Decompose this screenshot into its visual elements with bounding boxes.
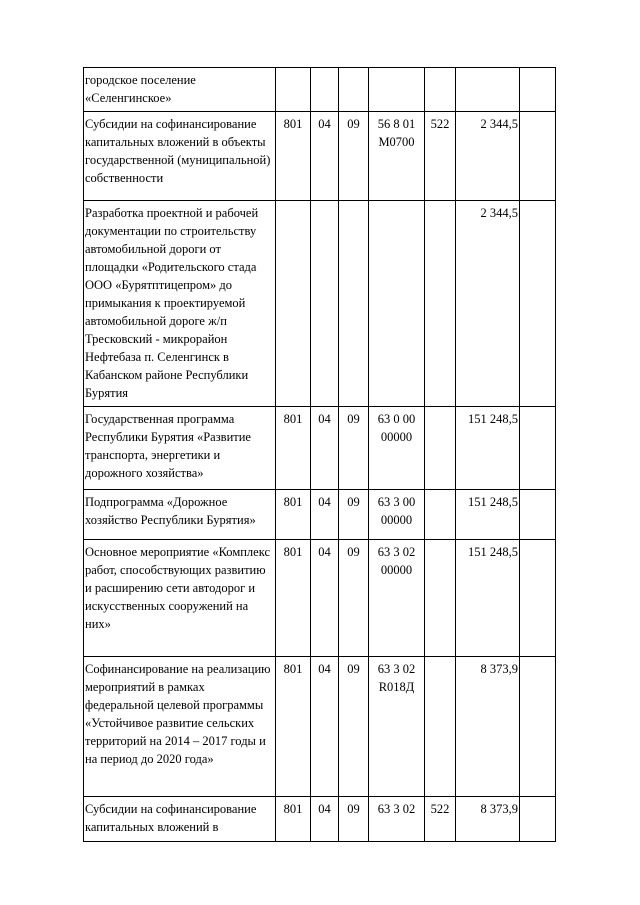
subsection-code — [339, 201, 369, 407]
ministry-code — [276, 201, 311, 407]
ministry-code: 801 — [276, 797, 311, 842]
extra-cell — [520, 407, 556, 490]
subsection-code: 09 — [339, 112, 369, 201]
target-article-code — [369, 201, 425, 407]
target-article-code: 63 3 02 00000 — [369, 540, 425, 657]
expense-type-code — [425, 490, 456, 540]
ministry-code: 801 — [276, 112, 311, 201]
amount: 151 248,5 — [456, 490, 520, 540]
row-name: городское поселение «Селенгинское» — [84, 68, 276, 112]
subsection-code: 09 — [339, 540, 369, 657]
subsection-code: 09 — [339, 797, 369, 842]
section-code: 04 — [311, 407, 339, 490]
expense-type-code — [425, 68, 456, 112]
table-row — [84, 657, 556, 797]
extra-cell — [520, 797, 556, 842]
expense-type-code — [425, 201, 456, 407]
row-name: Софинансирование на реализацию мероприятий в рамках федеральной целевой программы «Устойчивое развитие сельских территорий на 2014 – 2017 годы и на период до 2020 года» — [84, 657, 276, 797]
section-code — [311, 68, 339, 112]
extra-cell — [520, 490, 556, 540]
extra-cell — [520, 112, 556, 201]
subsection-code: 09 — [339, 657, 369, 797]
expense-type-code — [425, 407, 456, 490]
ministry-code: 801 — [276, 540, 311, 657]
extra-cell — [520, 201, 556, 407]
expense-type-code: 522 — [425, 797, 456, 842]
table-row — [84, 407, 556, 490]
ministry-code: 801 — [276, 407, 311, 490]
extra-cell — [520, 68, 556, 112]
section-code — [311, 201, 339, 407]
row-name: Субсидии на софинансирование капитальных вложений в объекты государственной (муниципальной) собственности — [84, 112, 276, 201]
section-code: 04 — [311, 797, 339, 842]
target-article-code: 56 8 01 М0700 — [369, 112, 425, 201]
table-row — [84, 490, 556, 540]
amount: 8 373,9 — [456, 797, 520, 842]
ministry-code — [276, 68, 311, 112]
expense-type-code — [425, 657, 456, 797]
table-row — [84, 112, 556, 201]
extra-cell — [520, 657, 556, 797]
section-code: 04 — [311, 490, 339, 540]
target-article-code — [369, 68, 425, 112]
amount: 8 373,9 — [456, 657, 520, 797]
expense-type-code — [425, 540, 456, 657]
ministry-code: 801 — [276, 490, 311, 540]
budget-table — [83, 67, 556, 842]
row-name: Разработка проектной и рабочей документации по строительству автомобильной дороги от площадки «Родительского стада ООО «Бурятптицепром» до примыкания к проектируемой автомобильной дороге ж/п Тресковский - микрорайон Нефтебаза п. Селенгинск в Кабанском районе Республики Бурятия — [84, 201, 276, 407]
extra-cell — [520, 540, 556, 657]
subsection-code: 09 — [339, 407, 369, 490]
section-code: 04 — [311, 657, 339, 797]
row-name: Подпрограмма «Дорожное хозяйство Республики Бурятия» — [84, 490, 276, 540]
amount — [456, 68, 520, 112]
table-row — [84, 797, 556, 842]
subsection-code — [339, 68, 369, 112]
table-row — [84, 201, 556, 407]
amount: 151 248,5 — [456, 407, 520, 490]
amount: 2 344,5 — [456, 201, 520, 407]
expense-type-code: 522 — [425, 112, 456, 201]
ministry-code: 801 — [276, 657, 311, 797]
row-name: Государственная программа Республики Бурятия «Развитие транспорта, энергетики и дорожного хозяйства» — [84, 407, 276, 490]
section-code: 04 — [311, 540, 339, 657]
section-code: 04 — [311, 112, 339, 201]
table-row — [84, 68, 556, 112]
target-article-code: 63 0 00 00000 — [369, 407, 425, 490]
target-article-code: 63 3 00 00000 — [369, 490, 425, 540]
target-article-code: 63 3 02 — [369, 797, 425, 842]
row-name: Основное мероприятие «Комплекс работ, способствующих развитию и расширению сети автодорог и искусственных сооружений на них» — [84, 540, 276, 657]
row-name: Субсидии на софинансирование капитальных вложений в — [84, 797, 276, 842]
target-article-code: 63 3 02 R018Д — [369, 657, 425, 797]
table-body — [84, 68, 556, 842]
table-row — [84, 540, 556, 657]
amount: 2 344,5 — [456, 112, 520, 201]
amount: 151 248,5 — [456, 540, 520, 657]
subsection-code: 09 — [339, 490, 369, 540]
